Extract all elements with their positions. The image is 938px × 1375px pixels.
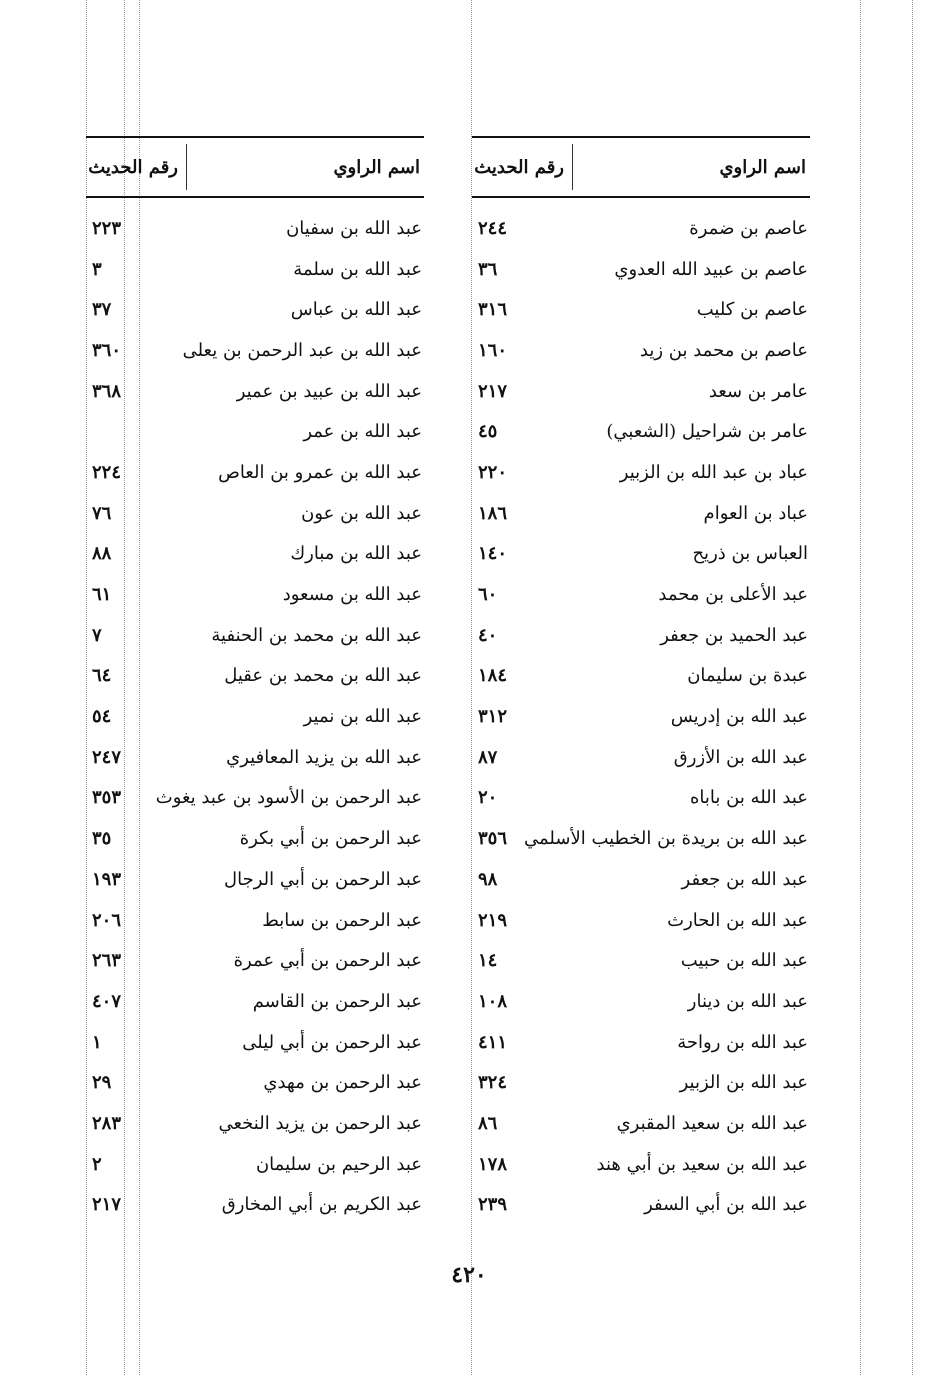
header-hadith-number: رقم الحديث: [474, 156, 564, 178]
table-row: [86, 1185, 424, 1226]
narrator-name: عبد الله بن بريدة بن الخطيب الأسلمي: [524, 828, 808, 850]
hadith-number: ٣: [92, 258, 102, 280]
table-row: [86, 940, 424, 981]
table-row: [472, 371, 810, 412]
narrator-name: عاصم بن محمد بن زيد: [639, 339, 808, 361]
hadith-number: ٢٠: [478, 787, 498, 809]
hadith-number: ٩٨: [478, 868, 498, 890]
hadith-number: ٤٠٧: [92, 990, 122, 1012]
hadith-number: ٣٦٠: [92, 339, 122, 361]
scan-dotted-line: [860, 0, 861, 1375]
hadith-number: ٦٠: [478, 584, 498, 606]
table-row: [472, 818, 810, 859]
narrator-name: عبد الله بن رواحة: [677, 1031, 808, 1053]
narrator-name: عبد الله بن باباه: [689, 787, 808, 809]
hadith-number: ٢٦٣: [92, 950, 122, 972]
narrator-name: عاصم بن عبيد الله العدوي: [614, 258, 808, 280]
narrator-name: عبد الله بن مبارك: [290, 543, 422, 565]
table-row: [86, 1144, 424, 1185]
header-hadith-number: رقم الحديث: [88, 156, 178, 178]
hadith-number: ٢٨٣: [92, 1112, 122, 1134]
hadith-number: ٦١: [92, 584, 112, 606]
hadith-number: ٢١٩: [478, 909, 508, 931]
table-row: [86, 981, 424, 1022]
narrator-name: عبد الرحمن بن مهدي: [263, 1072, 422, 1094]
table-row: [472, 981, 810, 1022]
hadith-number: ٣٦: [478, 258, 498, 280]
hadith-number: ٤٠: [478, 624, 498, 646]
table-row: [86, 900, 424, 941]
header-narrator-name: اسم الراوي: [333, 156, 420, 178]
narrator-name: عبد الله بن محمد بن عقيل: [224, 665, 422, 687]
hadith-number: ١٧٨: [478, 1153, 508, 1175]
narrator-name: عبد الأعلى بن محمد: [658, 584, 808, 606]
narrator-name: عبد الله بن سلمة: [293, 258, 422, 280]
narrator-name: عبد الرحمن بن أبي ليلى: [242, 1031, 422, 1053]
table-row: [86, 615, 424, 656]
table-row: [86, 330, 424, 371]
table-row: [472, 249, 810, 290]
hadith-number: ٤١١: [478, 1031, 508, 1053]
table-row: [86, 574, 424, 615]
table-row: [86, 534, 424, 575]
narrator-name: عبد الرحيم بن سليمان: [255, 1153, 422, 1175]
narrator-name: عبد الله بن عباس: [290, 299, 422, 321]
table-rows: [86, 208, 424, 1225]
page-number: ٤٢٠: [451, 1262, 487, 1288]
hadith-number: ٥٤: [92, 706, 112, 728]
header-narrator-name: اسم الراوي: [719, 156, 806, 178]
table-row: [472, 859, 810, 900]
table-row: [472, 737, 810, 778]
hadith-number: ٣٥٣: [92, 787, 122, 809]
header-divider: [572, 144, 573, 190]
table-row: [472, 411, 810, 452]
narrator-name: عبد الله بن عمر: [303, 421, 422, 443]
hadith-number: ٤٥: [478, 421, 498, 443]
narrator-name: عبد الرحمن بن أبي الرجال: [224, 868, 422, 890]
hadith-number: ١٠٨: [478, 990, 508, 1012]
hadith-number: ١٤٠: [478, 543, 508, 565]
narrator-name: عامر بن سعد: [708, 380, 808, 402]
narrator-name: عبد الرحمن بن أبي عمرة: [233, 950, 422, 972]
narrator-name: عبد الله بن مسعود: [282, 584, 422, 606]
table-row: [86, 1022, 424, 1063]
hadith-number: ١٤: [478, 950, 498, 972]
hadith-number: ٢٢٠: [478, 461, 508, 483]
hadith-number: ٢٢٤: [92, 461, 122, 483]
hadith-number: ٣١٦: [478, 299, 508, 321]
hadith-number: ٣٧: [92, 299, 112, 321]
table-row: [86, 249, 424, 290]
narrator-name: عاصم بن كليب: [696, 299, 808, 321]
table-row: [86, 656, 424, 697]
narrator-name: عبد الله بن عون: [301, 502, 422, 524]
narrator-name: عبد الرحمن بن القاسم: [252, 990, 422, 1012]
table-row: [472, 208, 810, 249]
hadith-number: ٧٦: [92, 502, 112, 524]
table-row: [472, 330, 810, 371]
hadith-number: ٢٣٩: [478, 1194, 508, 1216]
table-row: [472, 493, 810, 534]
narrator-name: عاصم بن ضمرة: [689, 217, 808, 239]
hadith-number: ٣٢٤: [478, 1072, 508, 1094]
narrator-name: عبد الرحمن بن الأسود بن عبد يغوث: [155, 787, 422, 809]
hadith-number: ٢٠٦: [92, 909, 122, 931]
table-row: [86, 452, 424, 493]
narrator-name: عبد الرحمن بن سابط: [262, 909, 422, 931]
table-row: [86, 696, 424, 737]
hadith-number: ٢٩: [92, 1072, 112, 1094]
hadith-number: ١: [92, 1031, 102, 1053]
table-row: [86, 818, 424, 859]
table-row: [472, 452, 810, 493]
table-row: [472, 900, 810, 941]
narrator-name: عبد الله بن الأزرق: [673, 746, 808, 768]
hadith-number: ٦٤: [92, 665, 112, 687]
table-row: [86, 1103, 424, 1144]
header-divider: [186, 144, 187, 190]
table-row: [472, 1185, 810, 1226]
table-row: [472, 1103, 810, 1144]
table-rows: [472, 208, 810, 1225]
table-row: [472, 534, 810, 575]
narrator-name: عبد الله بن إدريس: [670, 706, 808, 728]
narrator-name: عبد الله بن سعيد المقبري: [616, 1112, 808, 1134]
hadith-number: ١٨٤: [478, 665, 508, 687]
narrator-name: عبد الله بن يزيد المعافيري: [226, 746, 422, 768]
hadith-number: ٢: [92, 1153, 102, 1175]
narrator-name: عباد بن عبد الله بن الزبير: [619, 461, 808, 483]
narrator-name: العباس بن ذريح: [692, 543, 808, 565]
narrator-name: عبد الله بن نمير: [303, 706, 422, 728]
narrator-table-left: [86, 136, 424, 1225]
narrator-name: عبد الله بن عمرو بن العاص: [218, 461, 422, 483]
table-header: [86, 138, 424, 198]
narrator-name: عبد الله بن سعيد بن أبي هند: [596, 1153, 808, 1175]
scan-dotted-line: [912, 0, 913, 1375]
hadith-number: ٨٦: [478, 1112, 498, 1134]
narrator-name: عباد بن العوام: [703, 502, 808, 524]
hadith-number: ٨٧: [478, 746, 498, 768]
table-row: [472, 940, 810, 981]
table-row: [86, 371, 424, 412]
hadith-number: ١٨٦: [478, 502, 508, 524]
narrator-table-right: [472, 136, 810, 1225]
table-row: [86, 208, 424, 249]
table-row: [86, 737, 424, 778]
narrator-name: عبد الرحمن بن يزيد النخعي: [218, 1112, 422, 1134]
table-row: [86, 778, 424, 819]
narrator-name: عبد الله بن الحارث: [667, 909, 808, 931]
table-row: [472, 656, 810, 697]
narrator-name: عبد الله بن الزبير: [679, 1072, 808, 1094]
hadith-number: ١٩٣: [92, 868, 122, 890]
hadith-number: ٢١٧: [478, 380, 508, 402]
hadith-number: ٢٢٣: [92, 217, 122, 239]
narrator-name: عبد الحميد بن جعفر: [660, 624, 808, 646]
narrator-name: عبدة بن سليمان: [687, 665, 808, 687]
table-row: [86, 493, 424, 534]
hadith-number: ٧: [92, 624, 102, 646]
table-row: [86, 1062, 424, 1103]
narrator-name: عبد الله بن حبيب: [680, 950, 808, 972]
narrator-name: عبد الله بن جعفر: [681, 868, 808, 890]
table-row: [472, 696, 810, 737]
hadith-number: ٨٨: [92, 543, 112, 565]
narrator-name: عبد الله بن سفيان: [286, 217, 422, 239]
hadith-number: ٣٦٨: [92, 380, 122, 402]
table-row: [472, 574, 810, 615]
hadith-number: ٢٤٧: [92, 746, 122, 768]
narrator-name: عبد الله بن محمد بن الحنفية: [211, 624, 422, 646]
table-row: [86, 859, 424, 900]
table-row: [86, 411, 424, 452]
table-row: [472, 1062, 810, 1103]
narrator-name: عبد الكريم بن أبي المخارق: [221, 1194, 422, 1216]
hadith-number: ٢١٧: [92, 1194, 122, 1216]
table-header: [472, 138, 810, 198]
table-row: [472, 1144, 810, 1185]
table-row: [472, 615, 810, 656]
table-row: [86, 289, 424, 330]
hadith-number: ٣٥: [92, 828, 112, 850]
narrator-name: عبد الله بن عبد الرحمن بن يعلى: [182, 339, 422, 361]
narrator-name: عبد الله بن دينار: [687, 990, 808, 1012]
table-row: [472, 1022, 810, 1063]
narrator-name: عامر بن شراحيل (الشعبي): [606, 421, 808, 443]
hadith-number: ١٦٠: [478, 339, 508, 361]
narrator-name: عبد الله بن عبيد بن عمير: [236, 380, 422, 402]
narrator-name: عبد الرحمن بن أبي بكرة: [239, 828, 422, 850]
table-row: [472, 289, 810, 330]
hadith-number: ٢٤٤: [478, 217, 508, 239]
narrator-name: عبد الله بن أبي السفر: [644, 1194, 808, 1216]
hadith-number: ٣١٢: [478, 706, 508, 728]
hadith-number: ٣٥٦: [478, 828, 508, 850]
table-row: [472, 778, 810, 819]
